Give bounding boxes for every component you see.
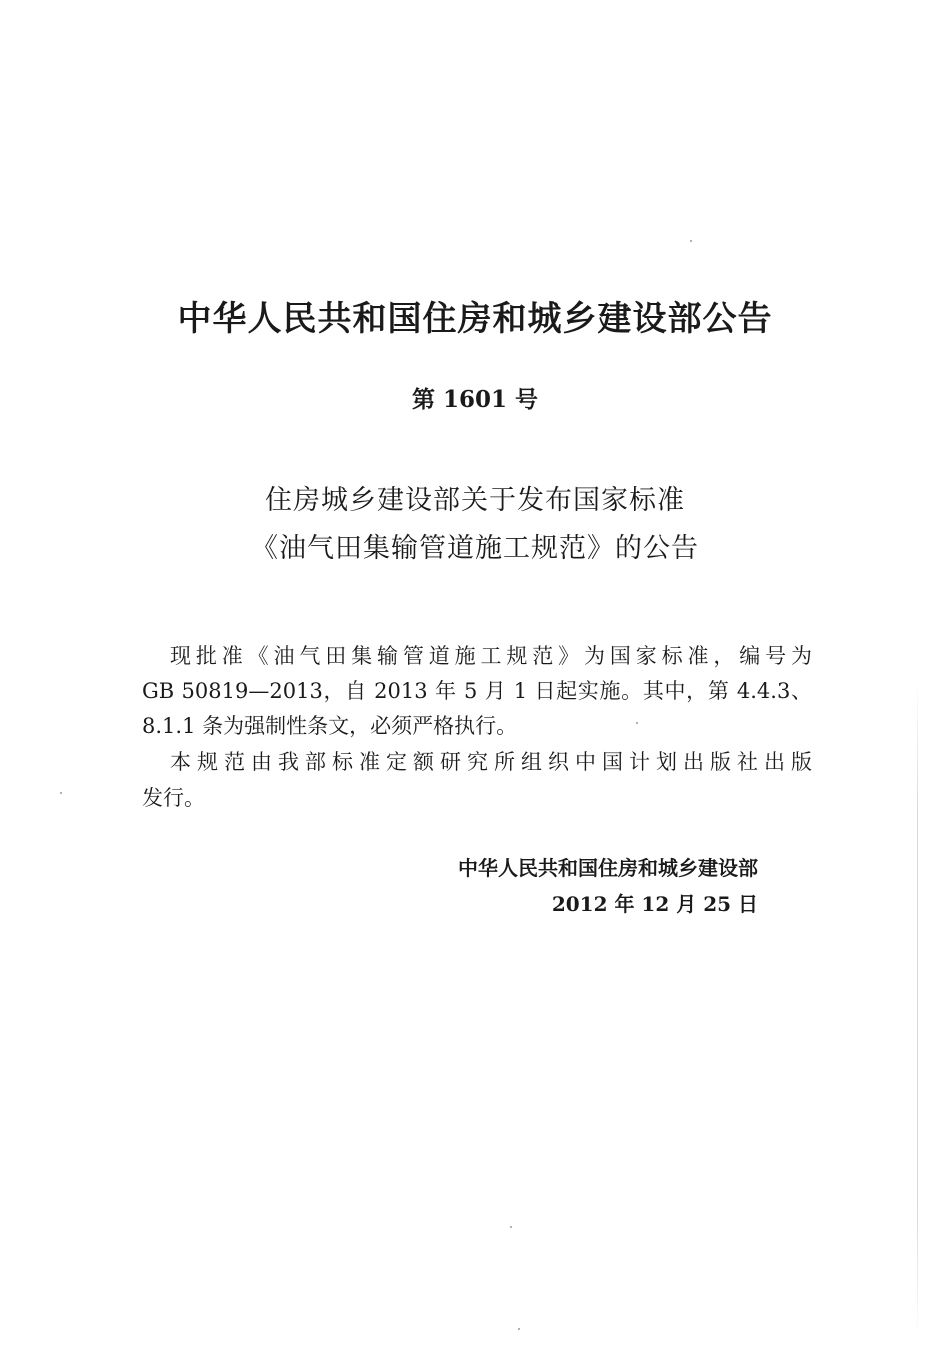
announcement-number: 第 1601 号: [411, 386, 539, 413]
body-paragraph2-line2: 发行。: [142, 786, 205, 810]
body-paragraph1-line2: GB 50819—2013，自 2013 年 5 月 1 日起实施。其中，第 4.4.3、: [142, 679, 812, 703]
announcement-subtitle-line1: 住房城乡建设部关于发布国家标准: [265, 485, 685, 516]
signature-organization: 中华人民共和国住房和城乡建设部: [458, 856, 758, 880]
scan-speck: [690, 240, 692, 242]
signature-date: 2012 年 12 月 25 日: [551, 892, 758, 916]
scan-speck: [60, 792, 62, 794]
announcement-title: 中华人民共和国住房和城乡建设部公告: [177, 299, 773, 339]
scan-speck: [518, 1328, 520, 1330]
scan-speck: [636, 722, 638, 724]
body-paragraph2-line1: 本规范由我部标准定额研究所组织中国计划出版社出版: [170, 750, 812, 774]
scan-edge-shadow: [917, 680, 918, 1340]
announcement-subtitle-line2: 《油气田集输管道施工规范》的公告: [251, 533, 699, 564]
body-paragraph1-line1: 现批准《油气田集输管道施工规范》为国家标准，编号为: [170, 644, 812, 668]
body-paragraph1-line3: 8.1.1 条为强制性条文，必须严格执行。: [142, 714, 518, 738]
scan-speck: [510, 1226, 512, 1228]
